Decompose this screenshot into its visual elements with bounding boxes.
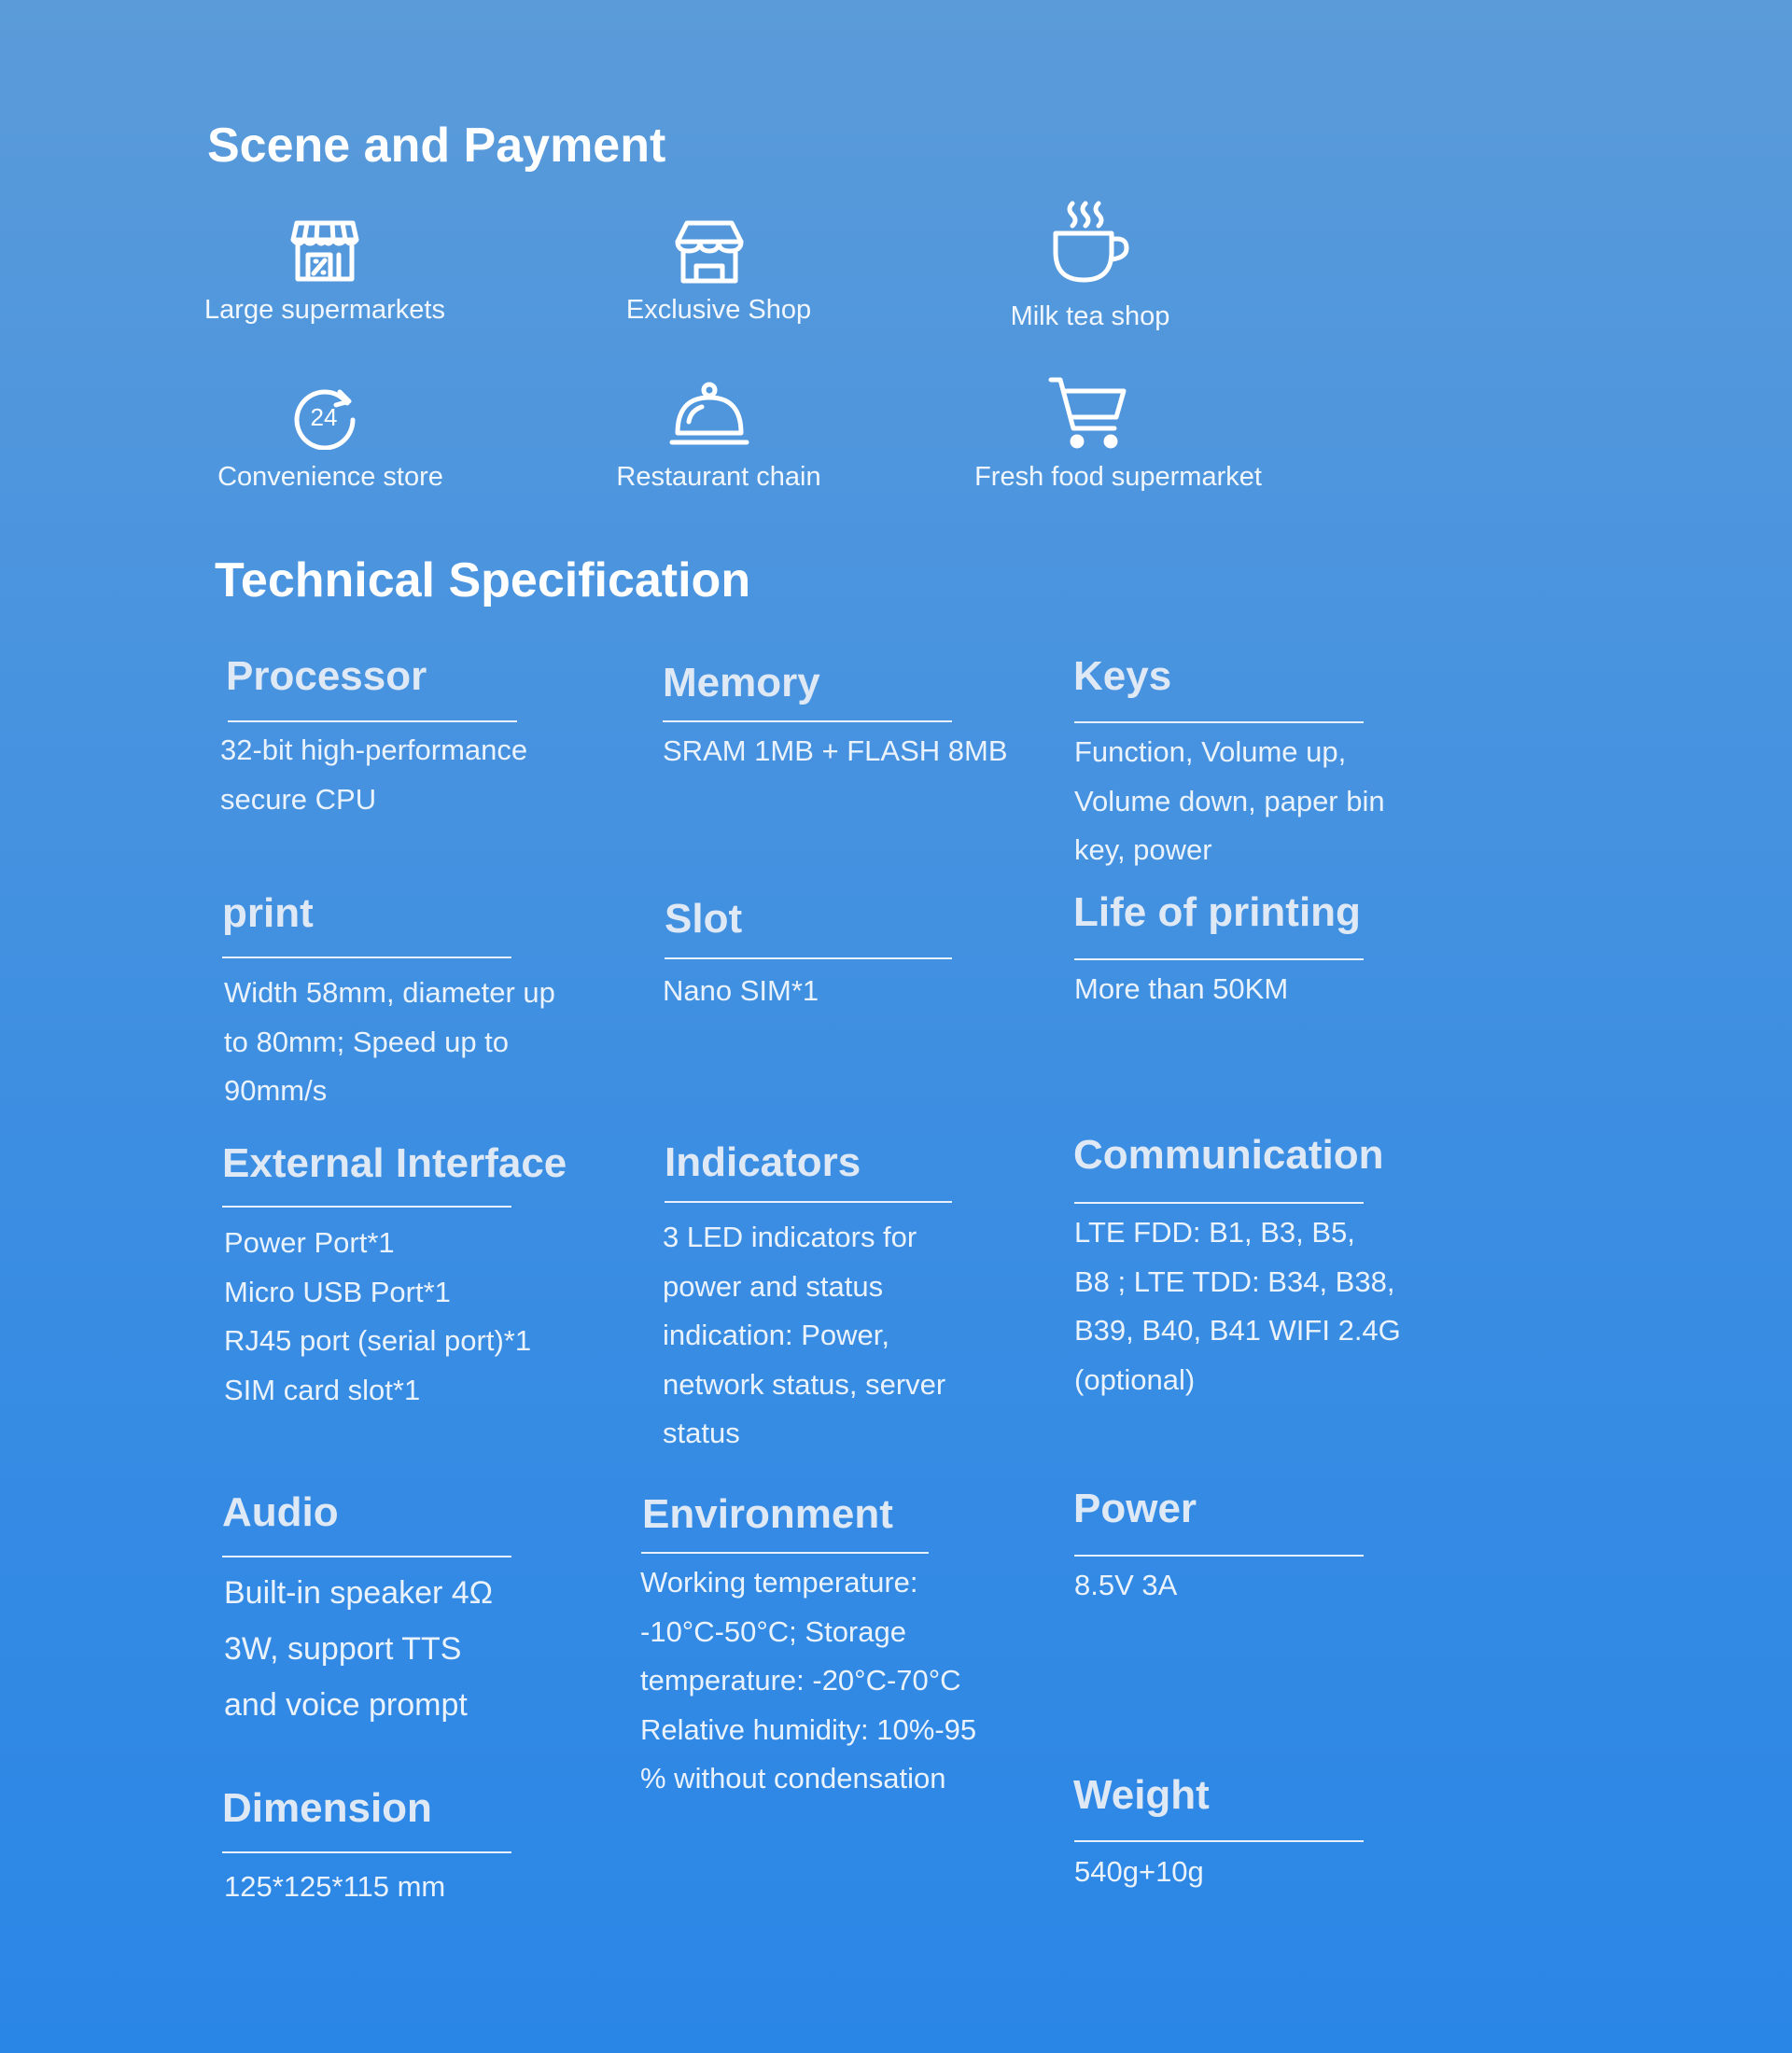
spec-divider — [222, 1206, 511, 1208]
spec-divider — [665, 957, 952, 959]
spec-title-memory: Memory — [663, 660, 820, 705]
spec-text-power: 8.5V 3A — [1074, 1569, 1178, 1601]
spec-title-power: Power — [1073, 1486, 1197, 1531]
supermarket-icon — [289, 219, 360, 283]
cloche-icon — [668, 381, 750, 448]
scene-label-fresh-food: Fresh food supermarket — [974, 462, 1262, 492]
spec-text-processor: 32-bit high-performance secure CPU — [220, 733, 528, 816]
spec-title-weight: Weight — [1073, 1772, 1210, 1818]
spec-section-title: Technical Specification — [215, 553, 751, 608]
spec-divider — [665, 1201, 952, 1203]
spec-text-slot: Nano SIM*1 — [663, 974, 819, 1007]
24-hour-icon — [291, 383, 358, 450]
spec-title-environment: Environment — [642, 1491, 893, 1537]
spec-title-processor: Processor — [226, 653, 427, 699]
spec-divider — [222, 1556, 511, 1557]
spec-divider — [641, 1552, 929, 1554]
spec-text-communication: LTE FDD: B1, B3, B5, B8 ; LTE TDD: B34, B38, B39, B40, B41 WIFI 2.4G (optional) — [1074, 1216, 1401, 1396]
spec-title-life: Life of printing — [1073, 889, 1361, 935]
coffee-cup-icon — [1050, 200, 1130, 286]
scene-section-title: Scene and Payment — [207, 119, 666, 173]
shopping-cart-icon — [1047, 376, 1129, 451]
spec-divider — [228, 720, 517, 722]
spec-text-weight: 540g+10g — [1074, 1855, 1204, 1888]
spec-title-communication: Communication — [1073, 1132, 1384, 1178]
spec-title-indicators: Indicators — [665, 1139, 861, 1185]
scene-label-convenience: Convenience store — [217, 462, 443, 492]
spec-divider — [1074, 1840, 1364, 1842]
scene-label-milk-tea: Milk tea shop — [1010, 301, 1170, 331]
spec-divider — [222, 957, 511, 958]
spec-title-dimension: Dimension — [222, 1785, 432, 1831]
spec-text-life: More than 50KM — [1074, 972, 1289, 1005]
spec-title-slot: Slot — [665, 896, 743, 942]
spec-divider — [663, 720, 952, 722]
spec-text-indicators: 3 LED indicators for power and status indication: Power, network status, server status — [663, 1221, 946, 1449]
spec-text-audio: Built-in speaker 4Ω 3W, support TTS and voice prompt — [224, 1575, 494, 1723]
spec-divider — [1074, 721, 1364, 723]
spec-divider — [1074, 1202, 1364, 1204]
scene-label-supermarkets: Large supermarkets — [204, 295, 445, 325]
spec-text-memory: SRAM 1MB + FLASH 8MB — [663, 734, 1008, 767]
spec-text-interface: Power Port*1 Micro USB Port*1 RJ45 port (serial port)*1 SIM card slot*1 — [224, 1226, 532, 1406]
spec-title-print: print — [222, 890, 314, 936]
spec-text-keys: Function, Volume up, Volume down, paper bin key, power — [1074, 735, 1385, 866]
shop-icon — [674, 217, 745, 285]
spec-divider — [1074, 1555, 1364, 1557]
svg-text:24: 24 — [310, 403, 338, 431]
spec-title-interface: External Interface — [222, 1140, 567, 1186]
spec-title-audio: Audio — [222, 1489, 339, 1535]
scene-label-restaurant: Restaurant chain — [616, 462, 821, 492]
spec-title-keys: Keys — [1073, 653, 1172, 699]
spec-text-environment: Working temperature: -10°C-50°C; Storage temperature: -20°C-70°C Relative humidity: 10%-95 % without condensation — [640, 1566, 977, 1795]
scene-label-exclusive-shop: Exclusive Shop — [625, 295, 812, 325]
spec-divider — [1074, 958, 1364, 960]
spec-divider — [222, 1851, 511, 1853]
spec-text-print: Width 58mm, diameter up to 80mm; Speed up to 90mm/s — [224, 976, 555, 1107]
spec-text-dimension: 125*125*115 mm — [224, 1870, 446, 1903]
